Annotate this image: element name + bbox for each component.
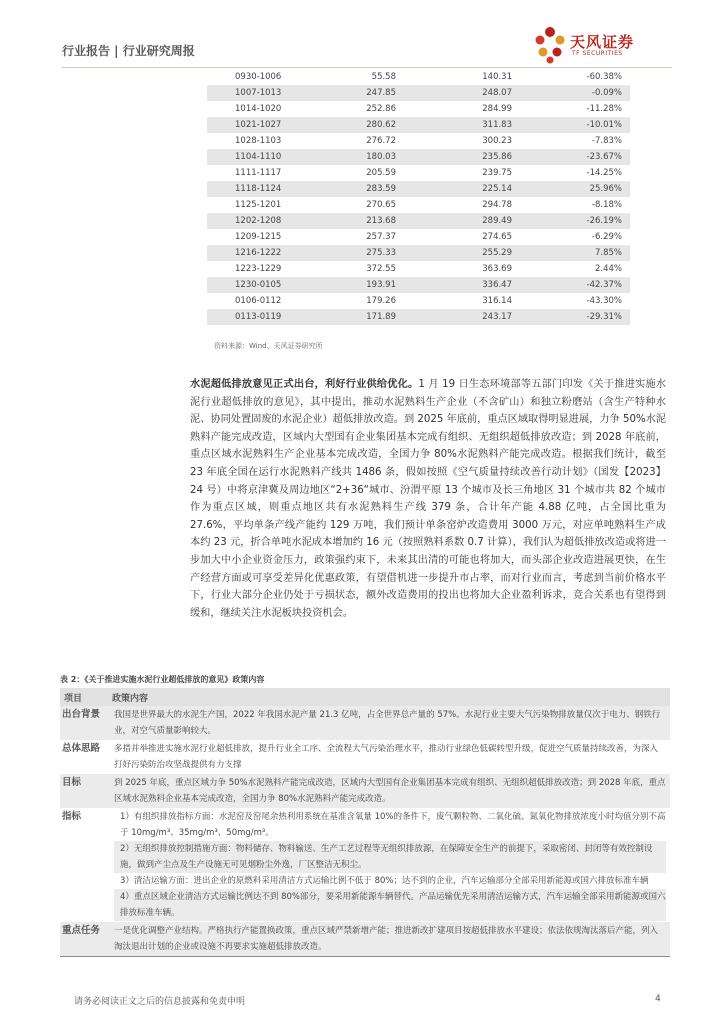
period-cell: 0106-0112 (235, 296, 282, 306)
policy-item-label: 出台背景 (60, 706, 112, 740)
period-cell: 1209-1215 (235, 232, 282, 242)
policy-content-line: 1）有组织排放指标方面：水泥窑及窑尾余热利用系统在基准含氧量 10%的条件下，废气颗粒物、二氧化硫、氮氧化物排放浓度小时均值分别不高于 10mg/m³、35mg/m³、50mg/m³。 (120, 812, 666, 838)
value-cell: 270.65 (366, 200, 396, 210)
change-cell: -23.67% (522, 149, 630, 165)
value-prev-cell: 239.75 (482, 168, 512, 178)
change-cell: 7.85% (522, 245, 630, 261)
table-source-note: 资料来源：Wind、天风证券研究所 (214, 342, 323, 350)
value-prev-cell: 316.14 (482, 296, 512, 306)
period-cell: 1125-1201 (235, 200, 282, 210)
value-cell: 213.68 (307, 213, 412, 229)
logo-text: 天风证券 (570, 33, 635, 51)
change-cell: -6.29% (591, 232, 622, 242)
policy-row (60, 808, 670, 922)
value-cell: 257.37 (366, 232, 396, 242)
table-row (207, 293, 630, 309)
change-cell: -11.28% (586, 104, 622, 114)
period-cell: 1007-1013 (207, 85, 307, 101)
table-row (207, 277, 630, 293)
table-row (207, 165, 630, 181)
policy-content-line: 4）重点区域企业清洁方式运输比例达不到 80%部分，要采用新能源车辆替代。产品运输优先采用清洁运输方式，汽车运输全部采用新能源或国六排放标准车辆。 (114, 889, 666, 921)
value-prev-cell: 140.31 (482, 72, 512, 82)
policy-item-label: 目标 (60, 774, 112, 808)
value-cell: 205.59 (366, 168, 396, 178)
paragraph-lead: 水泥超低排放意见正式出台，利好行业供给优化。 (190, 379, 419, 390)
policy-content-line: 3）清洁运输方面：进出企业的原燃料采用清洁方式运输比例不低于 80%；达不到的企业，汽车运输部分全部采用新能源或国六排放标准车辆 (120, 876, 649, 886)
value-cell: 193.91 (307, 277, 412, 293)
value-cell: 280.62 (307, 117, 412, 133)
analysis-paragraph (190, 376, 666, 622)
value-prev-cell: 274.65 (482, 232, 512, 242)
policy-content (112, 740, 670, 774)
value-prev-cell: 235.86 (412, 149, 522, 165)
value-cell: 275.33 (307, 245, 412, 261)
table-row (207, 149, 630, 165)
paragraph-body: 1 月 19 日生态环境部等五部门印发《关于推进实施水泥行业超低排放的意见》，其中提出，推动水泥熟料生产企业（不含矿山）和独立粉磨站（含生产特种水泥、协同处置固废的水泥企业）超低排放改造。到 2025 年底前，重点区域取得明显进展，力争 50%水泥熟料产能完成改造，区域内大型国有企业集团基本完成有组织、无组织超低排放改造；到 2028 年底前，重点区域水泥熟料生产企业基本完成改造，全国力争 80%水泥熟料产能完成改造。根据我们统计，截至 23 年底全国在运行水泥熟料产线共 1486 条，假如按照《空气质量持续改善行动计划》（国发【2023】24 号）中将京津冀及周边地区“2+36“城市、汾渭平原 13 个城市及长三角地区 31 个城市共 82 个城市作为重点区域，则重点地区共有水泥熟料生产线 379 条，合计年产能 4.88 亿吨，占全国比重为 27.6%，平均单条产线产能约 129 万吨，我们预计单条窑炉改造费用 3000 万元，对应单吨熟料生产成本约 23 元，折合单吨水泥成本增加约 16 元（按照熟料系数 0.7 计算），我们认为超低排放改造或将进一步加大中小企业资金压力，政策强约束下，未来其出清的可能也将加大，而头部企业改造进展更快，在生产经营方面或可享受差异化优惠政策，有望借机进一步提升市占率，而对行业而言，考虑到当前价格水平下，行业大部分企业仍处于亏损状态，额外改造费用的投出也将加大企业盈利诉求，竞合关系也有望得到缓和，继续关注水泥板块投资机会。 (190, 379, 666, 619)
table-row (207, 229, 630, 245)
change-cell: -60.38% (586, 72, 622, 82)
period-cell: 1223-1229 (235, 264, 282, 274)
report-type-title: 行业报告 | 行业研究周报 (62, 44, 195, 58)
disclaimer-note: 请务必阅读正文之后的信息披露和免责申明 (74, 997, 246, 1007)
value-prev-cell: 363.69 (482, 264, 512, 274)
value-cell: 179.26 (366, 296, 396, 306)
change-cell: -14.25% (586, 168, 622, 178)
policy-item-label: 指标 (62, 811, 82, 822)
policy-content-line: 到 2025 年底，重点区域力争 50%水泥熟料产能完成改造，区域内大型国有企业集团基本完成有组织、无组织超低排放改造；到 2028 年底，重点区域水泥熟料企业基本完成改造，全国力争 80%水泥熟料产能完成改造。 (114, 778, 666, 804)
policy-item-label: 总体思路 (62, 743, 101, 754)
value-cell: 252.86 (366, 104, 396, 114)
policy-head-content: 政策内容 (112, 688, 670, 706)
table-row (207, 245, 630, 261)
table-row (207, 117, 630, 133)
policy-content (112, 774, 670, 808)
policy-row (60, 774, 670, 808)
value-cell: 276.72 (366, 136, 396, 146)
change-cell: -29.31% (522, 309, 630, 325)
table-row (207, 85, 630, 101)
policy-table-caption: 表 2：《关于推进实施水泥行业超低排放的意见》政策内容 (60, 675, 265, 684)
table-row (207, 261, 630, 277)
policy-table (60, 688, 670, 957)
table-row (207, 133, 630, 149)
value-prev-cell: 284.99 (482, 104, 512, 114)
policy-content-line: 一是优化调整产业结构。严格执行产能置换政策，重点区域严禁新增产能；推进新改扩建项目按超低排放水平建设；依法依规淘汰落后产能，列入淘汰退出计划的企业或设施不再要求实施超低排放改造。 (114, 926, 659, 952)
value-cell: 283.59 (307, 181, 412, 197)
company-logo (532, 26, 672, 66)
change-cell: -7.83% (591, 136, 622, 146)
period-cell: 1028-1103 (235, 136, 282, 146)
weekly-data-table (207, 69, 630, 325)
change-cell: -42.37% (522, 277, 630, 293)
value-prev-cell: 225.14 (412, 181, 522, 197)
header-divider (62, 67, 672, 68)
page-header (62, 33, 672, 72)
policy-item-label: 重点任务 (60, 922, 112, 957)
table-row (207, 69, 630, 85)
table-row (207, 309, 630, 325)
period-cell: 1021-1027 (207, 117, 307, 133)
change-cell: -0.09% (522, 85, 630, 101)
period-cell: 0930-1006 (235, 72, 282, 82)
policy-content-line: 我国是世界最大的水泥生产国，2022 年我国水泥产量 21.3 亿吨，占全世界总产量的 57%。水泥行业主要大气污染物排放量仅次于电力、钢铁行业，对空气质量影响较大。 (114, 710, 661, 736)
period-cell: 1118-1124 (207, 181, 307, 197)
value-prev-cell: 336.47 (412, 277, 522, 293)
value-prev-cell: 294.78 (482, 200, 512, 210)
period-cell: 0113-0119 (207, 309, 307, 325)
policy-row (60, 922, 670, 957)
policy-content (112, 922, 670, 957)
policy-row (60, 706, 670, 740)
value-cell: 55.58 (371, 72, 396, 82)
table-row (207, 197, 630, 213)
policy-content-line: 2）无组织排放控制措施方面：物料储存、物料输送、生产工艺过程等无组织排放源，在保障安全生产的前提下，采取密闭、封闭等有效控制设施，做到产尘点及生产设施无可见烟粉尘外逸，厂区整洁无积尘。 (114, 841, 666, 873)
period-cell: 1216-1222 (207, 245, 307, 261)
change-cell: 2.44% (594, 264, 622, 274)
table-row (207, 181, 630, 197)
value-cell: 372.55 (366, 264, 396, 274)
change-cell: -8.18% (591, 200, 622, 210)
period-cell: 1230-0105 (207, 277, 307, 293)
logo-mark-icon (532, 26, 568, 64)
value-prev-cell: 248.07 (412, 85, 522, 101)
table-row (207, 213, 630, 229)
change-cell: -26.19% (522, 213, 630, 229)
table-row (207, 101, 630, 117)
period-cell: 1104-1110 (207, 149, 307, 165)
value-prev-cell: 255.29 (412, 245, 522, 261)
policy-content (112, 706, 670, 740)
change-cell: -43.30% (586, 296, 622, 306)
value-prev-cell: 243.17 (412, 309, 522, 325)
policy-content-line: 多措并举推进实施水泥行业超低排放，提升行业全工序、全流程大气污染治理水平，推动行业绿色低碳转型升级，促进空气质量持续改善，为深入打好污染防治攻坚战提供有力支撑 (114, 744, 659, 770)
value-cell: 247.85 (307, 85, 412, 101)
policy-content (112, 808, 670, 922)
value-prev-cell: 300.23 (482, 136, 512, 146)
value-prev-cell: 289.49 (412, 213, 522, 229)
period-cell: 1202-1208 (207, 213, 307, 229)
value-cell: 171.89 (307, 309, 412, 325)
policy-head-item: 项目 (60, 688, 112, 706)
value-prev-cell: 311.83 (412, 117, 522, 133)
change-cell: 25.96% (522, 181, 630, 197)
logo-subtitle: TF SECURITIES (572, 50, 623, 57)
period-cell: 1111-1117 (235, 168, 282, 178)
change-cell: -10.01% (522, 117, 630, 133)
period-cell: 1014-1020 (235, 104, 282, 114)
policy-row (60, 740, 670, 774)
value-cell: 180.03 (307, 149, 412, 165)
page-number: 4 (655, 994, 661, 1004)
